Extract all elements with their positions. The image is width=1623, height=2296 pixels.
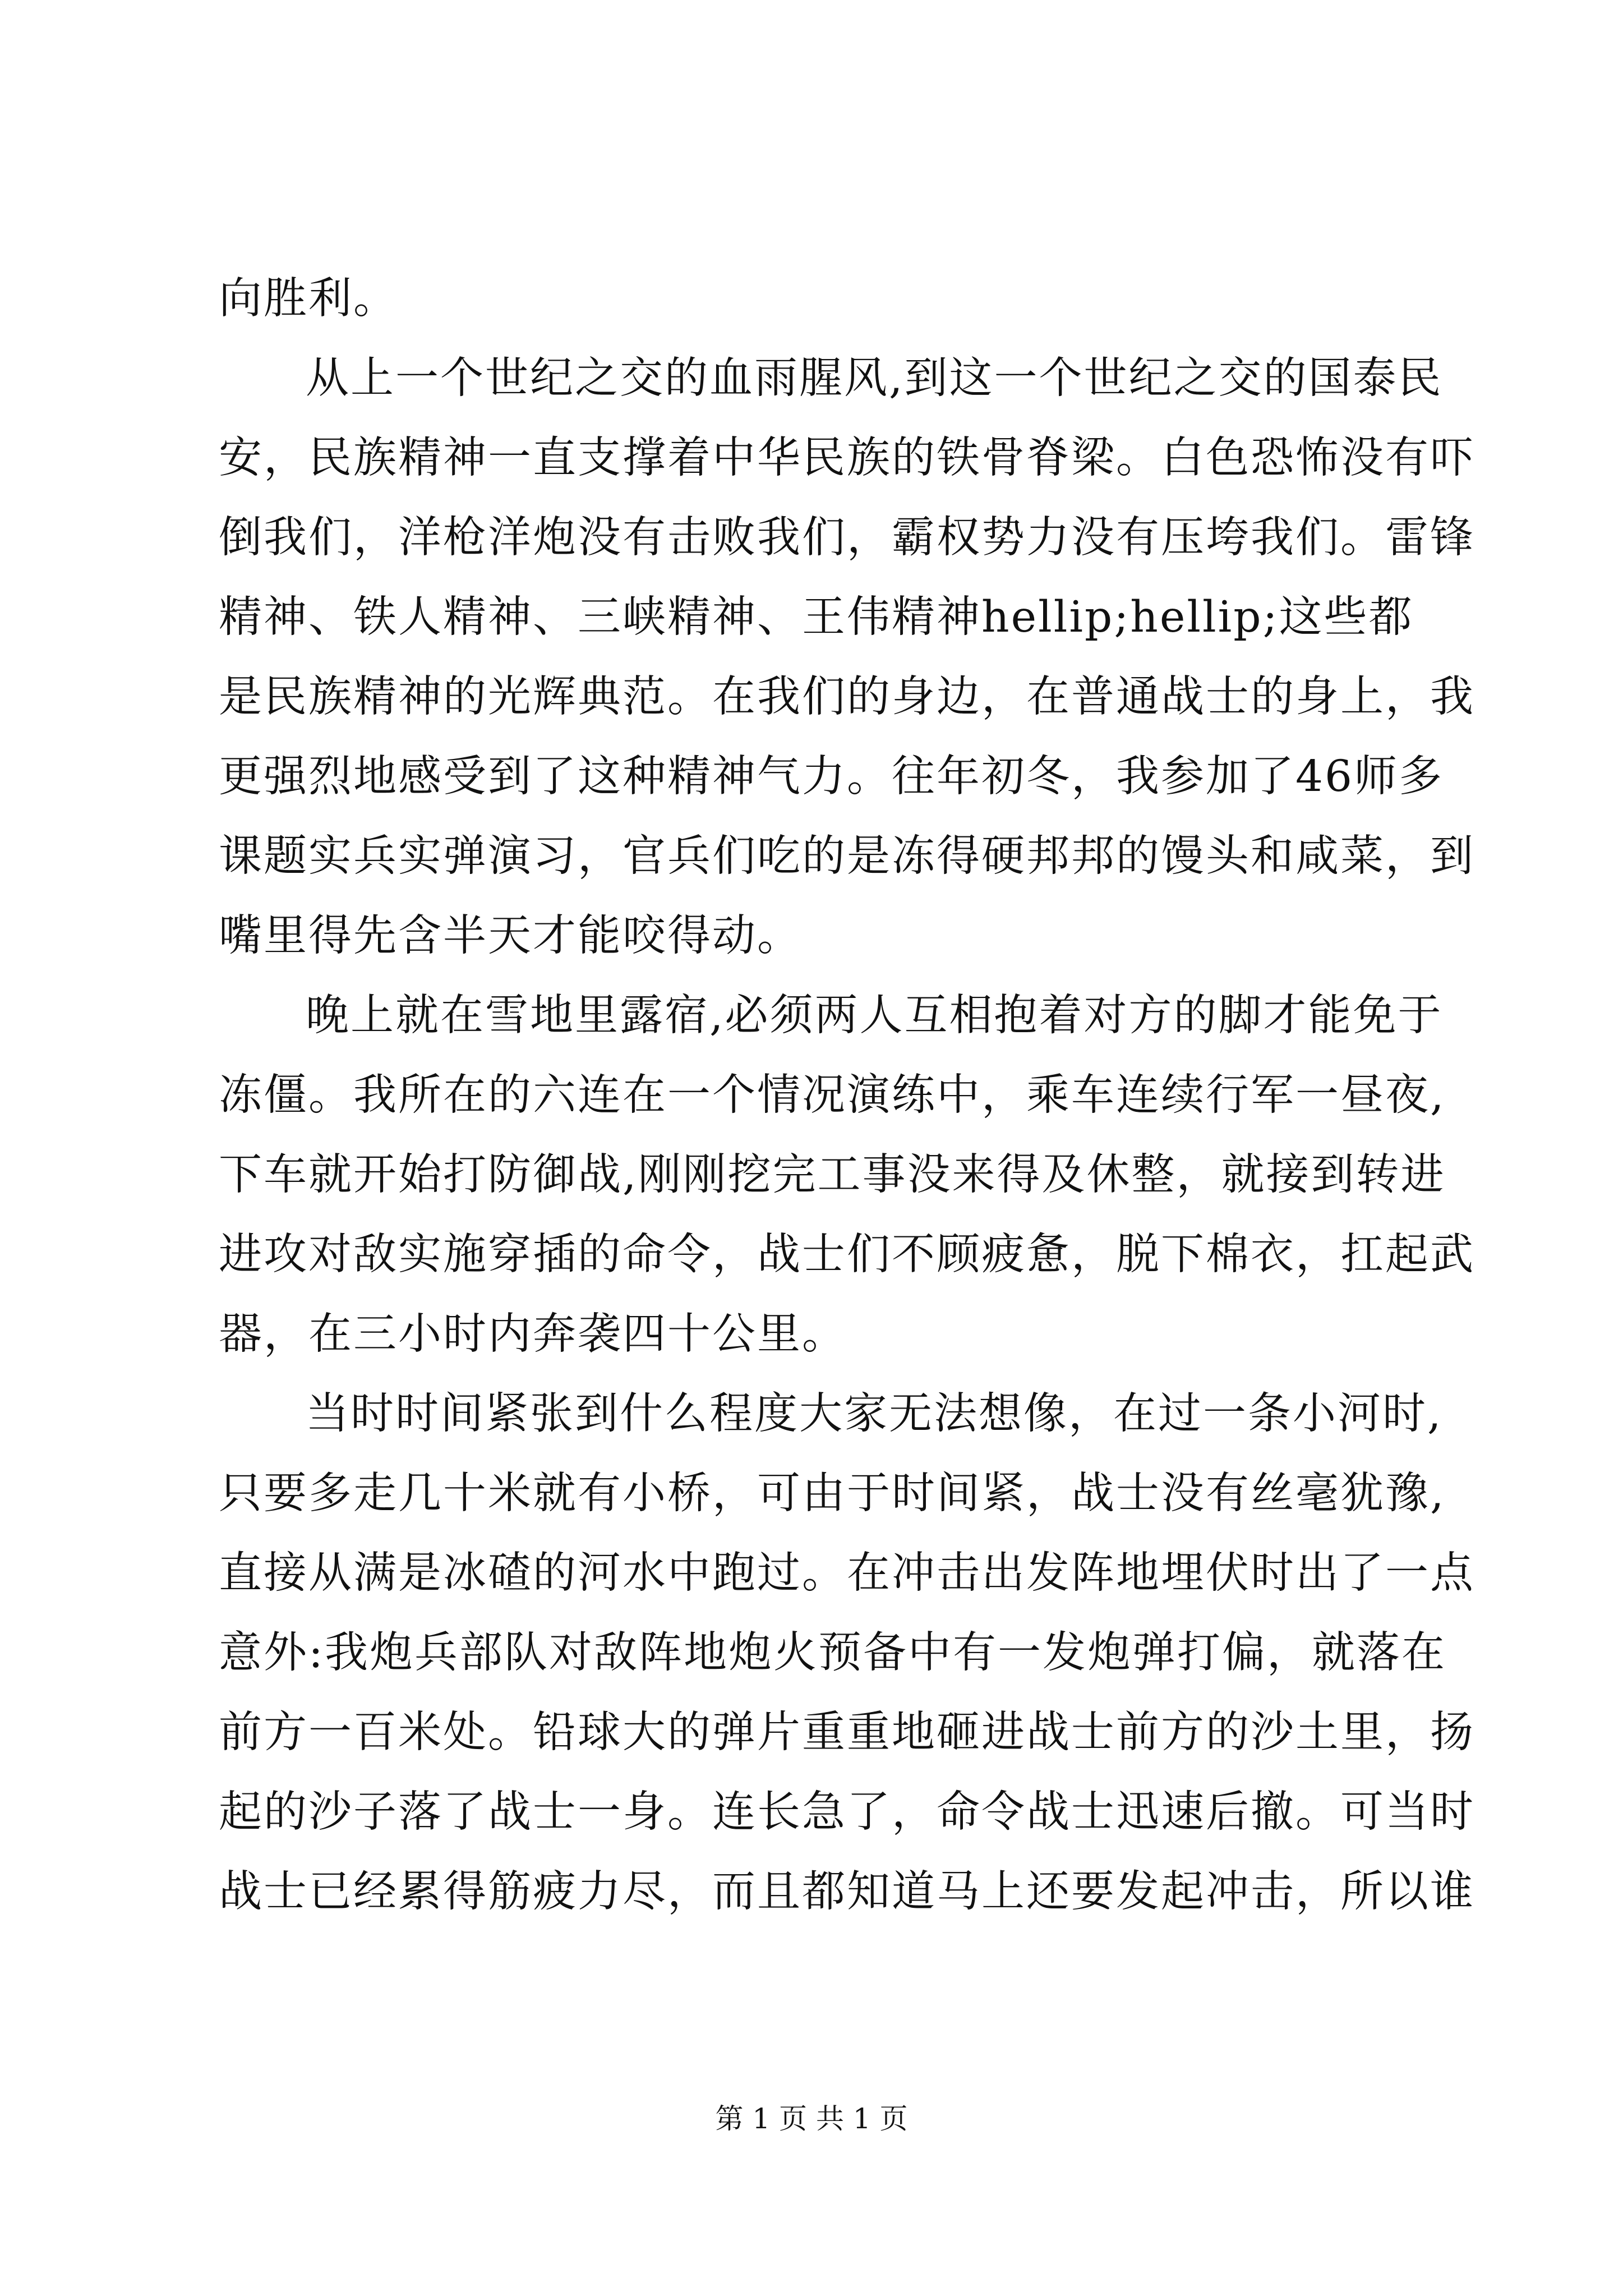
- text-line: 是民族精神的光辉典范。在我们的身边，在普通战士的身上，我: [219, 672, 1475, 722]
- text-line: 当时时间紧张到什么程度大家无法想像，在过一条小河时,: [306, 1389, 1443, 1439]
- text-line: 下车就开始打防御战,刚刚挖完工事没来得及休整，就接到转进: [219, 1150, 1446, 1200]
- page-footer: 第 1 页 共 1 页: [715, 2102, 908, 2135]
- text-line: 嘴里得先含半天才能咬得动。: [219, 911, 802, 961]
- text-line: 倒我们，洋枪洋炮没有击败我们，霸权势力没有压垮我们。雷锋: [219, 513, 1475, 563]
- text-line: 直接从满是冰碴的河水中跑过。在冲击出发阵地埋伏时出了一点: [219, 1548, 1475, 1598]
- text-line: 安，民族精神一直支撑着中华民族的铁骨脊梁。白色恐怖没有吓: [219, 433, 1475, 483]
- paragraph: [219, 976, 1475, 1374]
- text-line: 起的沙子落了战士一身。连长急了，命令战士迅速后撤。可当时: [219, 1787, 1475, 1837]
- text-line: 晚上就在雪地里露宿,必须两人互相抱着对方的脚才能免于: [306, 991, 1443, 1041]
- document-body: [219, 259, 1475, 1932]
- paragraph: [219, 1374, 1475, 1932]
- text-line: 向胜利。: [219, 274, 398, 324]
- text-line: 课题实兵实弹演习，官兵们吃的是冻得硬邦邦的馒头和咸菜，到: [219, 831, 1475, 881]
- text-line: 从上一个世纪之交的血雨腥风,到这一个世纪之交的国泰民: [306, 353, 1443, 403]
- text-line: 意外:我炮兵部队对敌阵地炮火预备中有一发炮弹打偏，就落在: [219, 1628, 1446, 1678]
- text-line: 冻僵。我所在的六连在一个情况演练中，乘车连续行军一昼夜,: [219, 1070, 1446, 1120]
- paragraph: [219, 339, 1475, 976]
- text-line: 只要多走几十米就有小桥，可由于时间紧，战士没有丝毫犹豫,: [219, 1469, 1446, 1519]
- text-line: 战士已经累得筋疲力尽，而且都知道马上还要发起冲击，所以谁: [219, 1867, 1475, 1917]
- paragraph: [219, 259, 1424, 339]
- text-line: 器，在三小时内奔袭四十公里。: [219, 1309, 847, 1359]
- text-line: 前方一百米处。铅球大的弹片重重地砸进战士前方的沙土里，扬: [219, 1708, 1475, 1757]
- text-line: 进攻对敌实施穿插的命令，战士们不顾疲惫，脱下棉衣，扛起武: [219, 1230, 1475, 1280]
- text-line: 更强烈地感受到了这种精神气力。往年初冬，我参加了46师多: [219, 752, 1444, 802]
- text-line: 精神、铁人精神、三峡精神、王伟精神hellip;hellip;这些都: [219, 592, 1414, 642]
